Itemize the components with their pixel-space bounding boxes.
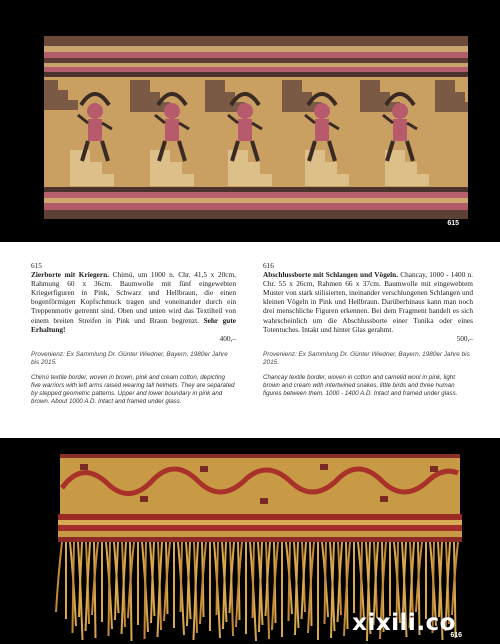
fringe-thread bbox=[109, 542, 111, 636]
lot-condition: Sehr gute Erhaltung! bbox=[31, 315, 236, 334]
textile-photo-616 bbox=[0, 438, 500, 644]
lot-title: Zierborte mit Kriegern. bbox=[31, 270, 113, 280]
lot-english-description: Chimú textile border, woven in brown, pink and cream cotton, depicting five warriors with left arms raised wearing tall helmets. They are separated by stepped geometric patterns. Upper and lower boundary in pink and brown. About 1000 A.D. Intact and framed under glass. bbox=[31, 374, 235, 405]
plate-number-616: 616 bbox=[450, 632, 462, 639]
watermark-logo: xixili.co bbox=[352, 610, 456, 636]
lot-616-description bbox=[263, 261, 473, 398]
lot-price: 500,– bbox=[456, 333, 473, 343]
lot-body: Chimú, um 1000 n. Chr. 41,5 x 20cm, Rahmung 60 x 36cm. Baumwolle mit fünf eingewebten Kriegerfiguren in Pink, Schwarz und Hellbraun, die einen bogenförmigen Kopfschmuck tragen und voneinander durch ein Treppenmotiv getrennt sind. Oben und unten wird das Textilteil von einem breiten Streifen in Pink und Braun begrenzt. bbox=[31, 270, 236, 325]
fringe-thread bbox=[73, 542, 75, 633]
lot-english-description: Chancay textile border, woven in cotton and camelid wool in pink, light brown and cream with intertwined snakes, little birds and three human figures between them. 1000 - 1400 A.D. Intact and framed under glass. bbox=[263, 374, 458, 398]
lot-provenance: Provenienz: Ex Sammlung Dr. Günter Wiedner, Bayern, 1980er Jahre bis 2015. bbox=[31, 350, 228, 367]
lot-615-description bbox=[31, 261, 236, 406]
lot-number: 616 bbox=[263, 261, 274, 270]
textile-photo-615 bbox=[0, 0, 500, 242]
plate-number-615: 615 bbox=[447, 220, 459, 227]
lot-title: Abschlussborte mit Schlangen und Vögeln. bbox=[263, 270, 401, 280]
lot-price: 400,– bbox=[219, 333, 236, 343]
fringe-thread bbox=[289, 542, 291, 621]
fringe-thread bbox=[325, 542, 327, 624]
fringe-thread bbox=[145, 542, 147, 639]
lot-number: 615 bbox=[31, 261, 42, 270]
fringe-thread bbox=[56, 542, 62, 612]
chimu-textile-image bbox=[0, 0, 500, 242]
lot-provenance: Provenienz: Ex Sammlung Dr. Günter Wiedner, Bayern, 1980er Jahre bis 2015. bbox=[263, 350, 470, 367]
lot-body: Chancay, 1000 - 1400 n. Chr. 55 x 26cm, Rahmen 66 x 37cm. Baumwolle mit eingewebtem Muster von stark stilisierten, ineinander verschlungenen Schlangen und kleinen Vögeln in Pink und Hellbraun. Darüberhinaus kann man noch drei menschliche Figuren erkennen. Bei dem Fragment handelt es sich wahrscheinlich um die Abschlussborte einer Tunika oder eines Totentuches. Intakt und hinter Glas gerahmt. bbox=[263, 270, 473, 334]
